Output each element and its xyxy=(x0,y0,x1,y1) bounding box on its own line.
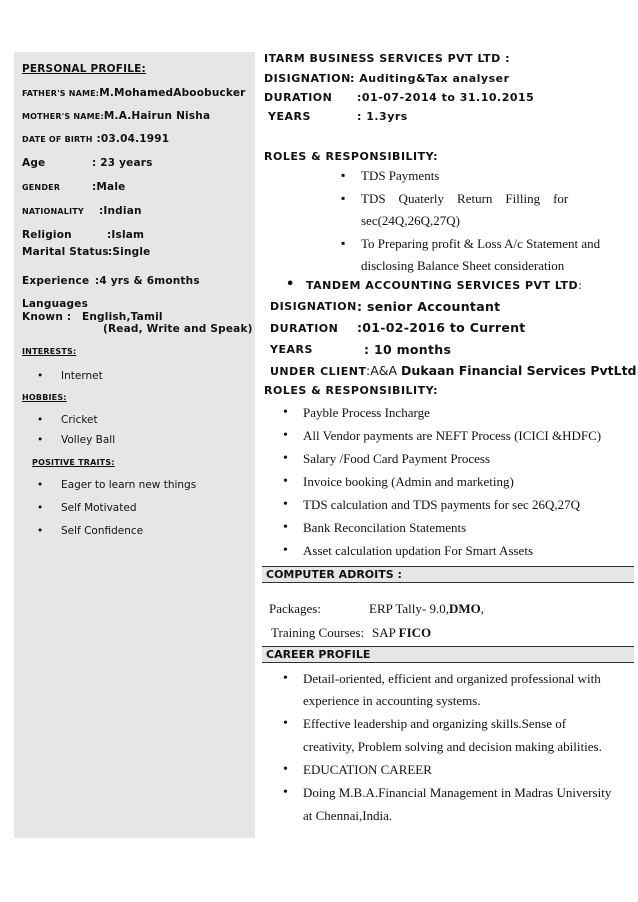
job2-roles-heading: ROLES & RESPONSIBILITY: xyxy=(264,384,439,397)
job2-company-text: TANDEM ACCOUNTING SERVICES PVT LTD xyxy=(306,279,579,292)
languages-label: Languages xyxy=(22,298,89,310)
career-item: • Doing M.B.A.Financial Management in Madras University xyxy=(303,785,611,801)
sidebar-panel xyxy=(14,52,255,838)
dob-row xyxy=(22,133,169,145)
personal-profile-heading: PERSONAL PROFILE: xyxy=(22,63,146,75)
known-detail: (Read, Write and Speak) xyxy=(103,323,253,335)
father-value: M.MohamedAboobucker xyxy=(99,87,246,99)
nationality-label: NATIONALITY xyxy=(22,207,84,216)
hobby-item: • Volley Ball xyxy=(61,434,115,446)
traits-heading xyxy=(32,456,115,468)
known-value: English,Tamil xyxy=(82,311,163,323)
experience-value: :4 yrs & 6months xyxy=(95,275,200,287)
job2-years-label: YEARS xyxy=(270,343,313,356)
job1-duration-value: :01-07-2014 to 31.10.2015 xyxy=(357,91,535,104)
computer-adroits-heading: COMPUTER ADROITS : xyxy=(266,568,402,581)
interests-heading xyxy=(22,345,76,357)
age-label: Age xyxy=(22,157,46,169)
hobbies-heading-text: HOBBIES: xyxy=(22,393,67,402)
job2-designation-value: : senior Accountant xyxy=(357,299,501,314)
religion-value: :Islam xyxy=(107,229,145,241)
job2-company-suffix: : xyxy=(578,279,583,292)
experience-label: Experience xyxy=(22,275,90,287)
job1-roles-heading: ROLES & RESPONSIBILITY: xyxy=(264,150,439,163)
traits-heading-text: POSITIVE TRAITS: xyxy=(32,458,115,467)
career-item-continuation: creativity, Problem solving and decision making abilities. xyxy=(303,739,602,754)
interests-heading-text: INTERESTS: xyxy=(22,347,77,356)
training-bold: FICO xyxy=(398,625,432,640)
trait-item: • Self Motivated xyxy=(61,502,136,514)
training-value xyxy=(372,625,431,641)
job2-role-item: • Payble Process Incharge xyxy=(303,405,430,421)
age-value: : 23 years xyxy=(92,157,153,169)
hobby-item: • Cricket xyxy=(61,414,98,426)
job1-designation-label: DISIGNATION xyxy=(264,72,351,85)
career-profile-heading: CAREER PROFILE xyxy=(266,648,371,661)
gender-value: :Male xyxy=(92,181,126,193)
packages-value xyxy=(369,601,484,617)
mother-label: MOTHER'S NAME: xyxy=(22,112,104,121)
packages-bold: DMO xyxy=(448,601,481,616)
job2-years-value: : 10 months xyxy=(364,342,452,357)
hobbies-heading xyxy=(22,391,67,403)
job1-role-item: ▪ To Preparing profit & Loss A/c Statement and xyxy=(361,236,600,252)
career-item: • Effective leadership and organizing skills.Sense of xyxy=(303,716,566,732)
job2-company xyxy=(286,277,583,292)
job2-role-item: • All Vendor payments are NEFT Process (ICICI &HDFC) xyxy=(303,428,601,444)
job1-designation-value: : Auditing&Tax analyser xyxy=(350,72,510,85)
father-name-row xyxy=(22,87,246,99)
gender-label-wrap xyxy=(22,181,60,193)
packages-text: ERP Tally- 9.0, xyxy=(369,601,449,616)
religion-label: Religion xyxy=(22,229,72,241)
job1-years-label: YEARS xyxy=(268,110,311,123)
father-label: FATHER'S NAME: xyxy=(22,89,100,98)
job2-role-item: • TDS calculation and TDS payments for sec 26Q,27Q xyxy=(303,497,580,513)
packages-label: Packages: xyxy=(269,601,321,616)
trait-item: • Self Confidence xyxy=(61,525,143,537)
career-item: • Detail-oriented, efficient and organized professional with xyxy=(303,671,601,687)
career-item-continuation: experience in accounting systems. xyxy=(303,693,481,708)
nationality-value: :Indian xyxy=(99,205,142,217)
job2-client-label: UNDER CLIENT xyxy=(270,365,367,378)
job2-client-value: Dukaan Financial Services PvtLtd xyxy=(401,363,637,378)
job2-client-prefix: :A&A xyxy=(366,363,398,378)
job1-role-text: ▪ TDS Quaterly Return Filling for xyxy=(361,191,569,206)
training-text: SAP xyxy=(372,625,396,640)
training-label: Training Courses: xyxy=(271,625,365,640)
job2-role-item: • Invoice booking (Admin and marketing) xyxy=(303,474,514,490)
job1-role-continuation: sec(24Q,26Q,27Q) xyxy=(361,213,460,228)
job2-role-item: • Asset calculation updation For Smart Assets xyxy=(303,543,533,559)
job2-bullet-icon: • xyxy=(286,277,295,292)
computer-adroits-bar xyxy=(262,566,634,583)
gender-label: GENDER xyxy=(22,183,61,192)
job2-role-item: • Bank Reconcilation Statements xyxy=(303,520,466,536)
job2-duration-label: DURATION xyxy=(270,322,339,335)
job1-years-value: : 1.3yrs xyxy=(357,110,408,123)
career-item-continuation: at Chennai,India. xyxy=(303,808,393,823)
known-label: Known : xyxy=(22,311,72,323)
trait-item: • Eager to learn new things xyxy=(61,479,196,491)
nationality-label-wrap xyxy=(22,205,84,217)
dob-label: DATE OF BIRTH xyxy=(22,135,93,144)
dob-value: :03.04.1991 xyxy=(96,133,170,145)
interest-item: • Internet xyxy=(61,370,103,382)
packages-end: , xyxy=(480,601,485,616)
job1-duration-label: DURATION xyxy=(264,91,333,104)
job2-designation-label: DISIGNATION xyxy=(270,300,357,313)
job1-role-continuation: disclosing Balance Sheet consideration xyxy=(361,258,565,273)
mother-value: M.A.Hairun Nisha xyxy=(103,110,211,122)
marital-label: Marital Status xyxy=(22,246,109,258)
career-item: • EDUCATION CAREER xyxy=(303,762,432,778)
job1-role-item: ▪ TDS Payments xyxy=(361,168,439,184)
job1-company: ITARM BUSINESS SERVICES PVT LTD : xyxy=(264,52,511,65)
job2-role-item: • Salary /Food Card Payment Process xyxy=(303,451,490,467)
career-profile-bar xyxy=(262,646,634,663)
mother-name-row xyxy=(22,110,210,122)
job1-role-item xyxy=(361,191,623,207)
job2-duration-value: :01-02-2016 to Current xyxy=(357,320,526,335)
job2-client xyxy=(366,363,637,378)
marital-value: :Single xyxy=(108,246,151,258)
